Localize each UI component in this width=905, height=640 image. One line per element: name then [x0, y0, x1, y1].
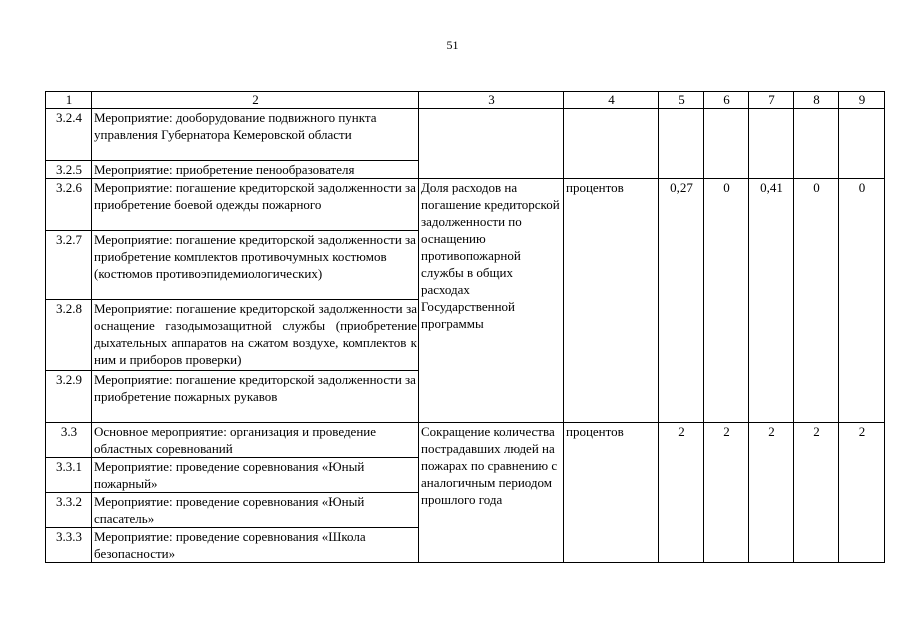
- measures-table: [45, 91, 885, 563]
- header-cell: 2: [92, 92, 419, 109]
- row-text: Мероприятие: проведение соревнования «Школа безопасности»: [92, 528, 419, 563]
- row-number: 3.2.6: [46, 179, 92, 231]
- header-cell: 4: [564, 92, 659, 109]
- table-row: [46, 423, 885, 458]
- row-number: 3.3: [46, 423, 92, 458]
- indicator-value: 2: [704, 423, 749, 563]
- empty-cell: [419, 109, 564, 179]
- header-cell: 8: [794, 92, 839, 109]
- indicator-value: 0: [794, 179, 839, 423]
- header-cell: 6: [704, 92, 749, 109]
- empty-cell: [564, 109, 659, 179]
- empty-cell: [659, 109, 704, 179]
- indicator-unit: процентов: [564, 423, 659, 563]
- header-cell: 9: [839, 92, 885, 109]
- page-number: 51: [446, 38, 459, 52]
- indicator-unit: процентов: [564, 179, 659, 423]
- row-text: Мероприятие: дооборудование подвижного пункта управления Губернатора Кемеровской области: [92, 109, 419, 161]
- row-text: Мероприятие: погашение кредиторской задолженности за оснащение газодымозащитной службы (приобретение дыхательных аппаратов на сжатом воздухе, комплектов к ним и приборов проверки): [92, 300, 419, 371]
- row-text: Мероприятие: приобретение пенообразователя: [92, 161, 419, 179]
- row-number: 3.2.7: [46, 231, 92, 300]
- indicator-value: 0,27: [659, 179, 704, 423]
- header-row: [46, 92, 885, 109]
- indicator-name: Сокращение количества пострадавших людей на пожарах по сравнению с аналогичным периодом прошлого года: [419, 423, 564, 563]
- empty-cell: [839, 109, 885, 179]
- indicator-value: 0: [839, 179, 885, 423]
- row-number: 3.3.2: [46, 493, 92, 528]
- indicator-value: 0: [704, 179, 749, 423]
- row-number: 3.3.1: [46, 458, 92, 493]
- indicator-value: 2: [794, 423, 839, 563]
- indicator-value: 2: [839, 423, 885, 563]
- table-row: [46, 109, 885, 161]
- indicator-value: 2: [659, 423, 704, 563]
- empty-cell: [704, 109, 749, 179]
- row-number: 3.2.5: [46, 161, 92, 179]
- indicator-value: 2: [749, 423, 794, 563]
- row-number: 3.2.9: [46, 371, 92, 423]
- row-text: Мероприятие: погашение кредиторской задолженности за приобретение пожарных рукавов: [92, 371, 419, 423]
- header-cell: 3: [419, 92, 564, 109]
- header-cell: 5: [659, 92, 704, 109]
- row-text: Мероприятие: проведение соревнования «Юный пожарный»: [92, 458, 419, 493]
- empty-cell: [749, 109, 794, 179]
- indicator-value: 0,41: [749, 179, 794, 423]
- header-cell: 7: [749, 92, 794, 109]
- indicator-name: Доля расходов на погашение кредиторской задолженности по оснащению противопожарной службы в общих расходах Государственной программы: [419, 179, 564, 423]
- row-text: Мероприятие: погашение кредиторской задолженности за приобретение боевой одежды пожарного: [92, 179, 419, 231]
- row-number: 3.2.8: [46, 300, 92, 371]
- row-number: 3.2.4: [46, 109, 92, 161]
- row-text: Основное мероприятие: организация и проведение областных соревнований: [92, 423, 419, 458]
- header-cell: 1: [46, 92, 92, 109]
- table-row: [46, 179, 885, 231]
- row-text: Мероприятие: проведение соревнования «Юный спасатель»: [92, 493, 419, 528]
- row-text: Мероприятие: погашение кредиторской задолженности за приобретение комплектов противочумных костюмов (костюмов противоэпидемиологических): [92, 231, 419, 300]
- empty-cell: [794, 109, 839, 179]
- row-number: 3.3.3: [46, 528, 92, 563]
